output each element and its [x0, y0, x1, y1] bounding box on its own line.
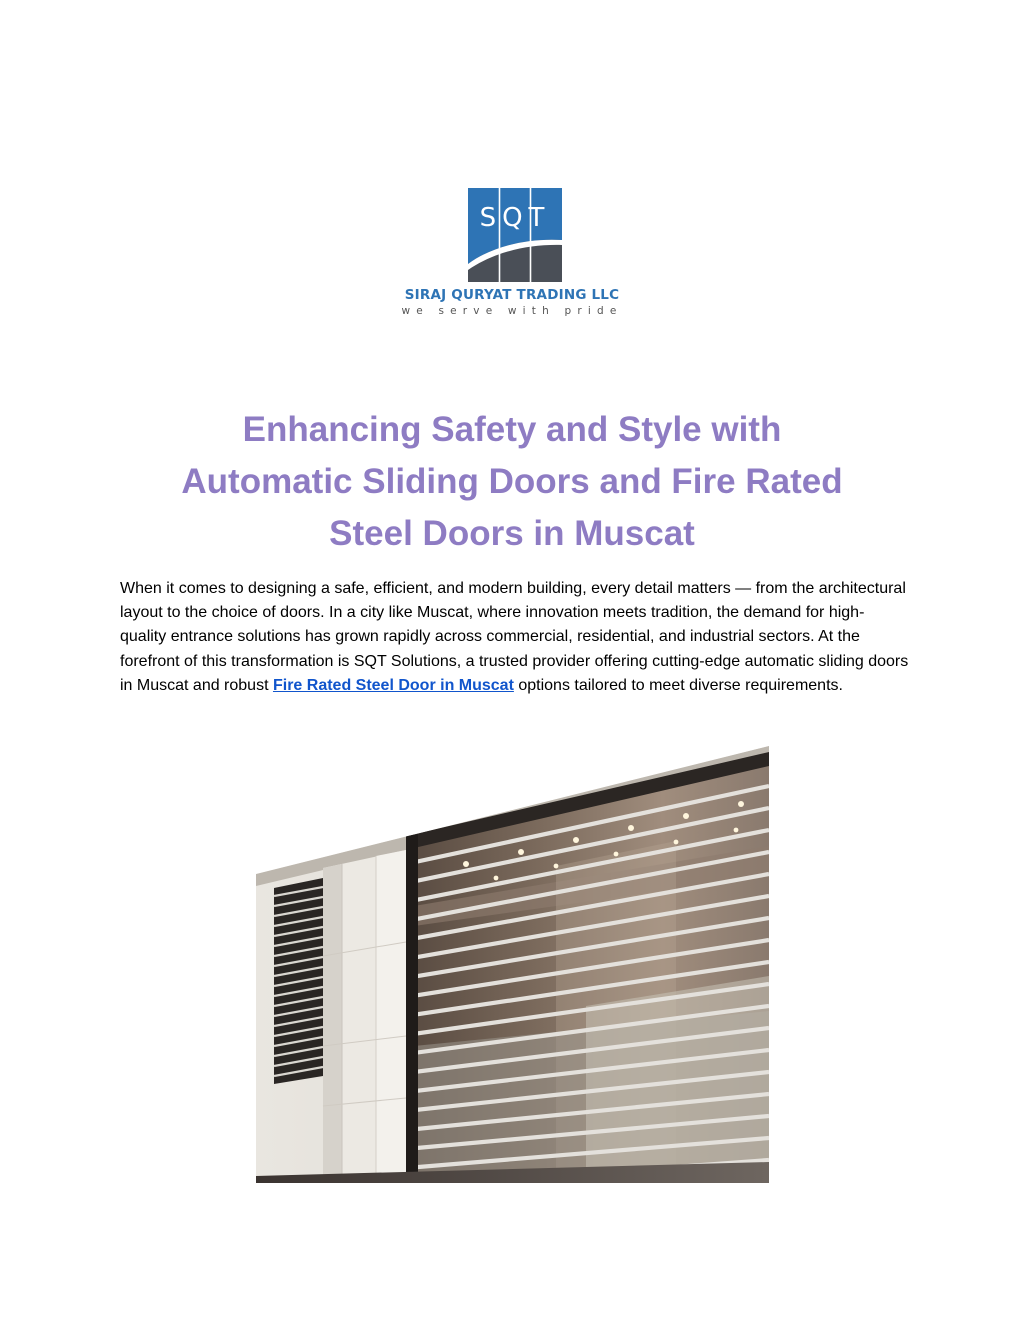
- logo-mark-text: SQT: [479, 203, 551, 233]
- title-line-1: Enhancing Safety and Style with: [242, 410, 782, 449]
- storefront-roller-shutter-photo: [256, 746, 769, 1183]
- title-line-3: Steel Doors in Muscat: [329, 514, 695, 553]
- sqt-logo-mark: [468, 188, 562, 282]
- intro-text-before-link: When it comes to designing a safe, efficient, and modern building, every detail matters — from the architectural layout to the choice of doors. In a city like Muscat, where innovation meets tradition, the demand for high-quality entrance solutions has grown rapidly across commercial, residential, and industrial sectors. At the forefront of this transformation is SQT Solutions, a trusted provider offering cutting-edge automatic sliding doors in Muscat and robust: [120, 580, 909, 694]
- company-tagline: we serve with pride: [401, 305, 623, 317]
- intro-paragraph: [120, 577, 910, 698]
- company-name: SIRAJ QURYAT TRADING LLC: [404, 287, 620, 303]
- title-line-2: Automatic Sliding Doors and Fire Rated: [181, 462, 843, 501]
- fire-rated-steel-door-link[interactable]: Fire Rated Steel Door in Muscat: [272, 676, 514, 694]
- intro-text-after-link: options tailored to meet diverse requirements.: [513, 676, 843, 694]
- company-logo: [400, 186, 624, 322]
- page-title: [100, 404, 924, 560]
